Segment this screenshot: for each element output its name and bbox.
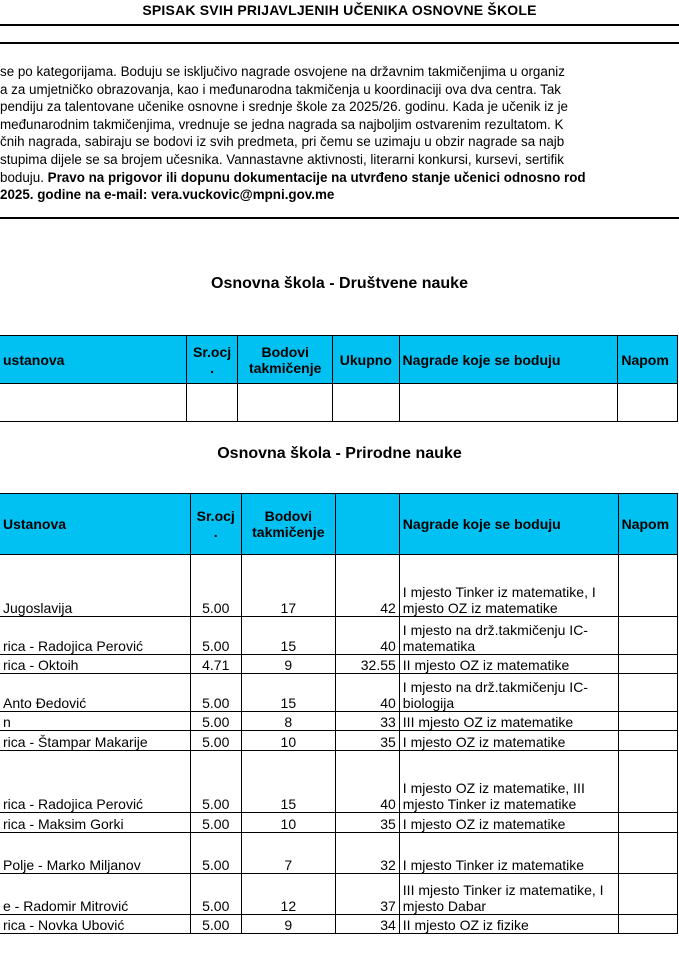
cell-sr-ocj: 5.00 (190, 915, 241, 934)
objection-contact-email[interactable]: 2025. godine na e-mail: vera.vuckovic@mpni.gov.me (0, 187, 335, 203)
cell-bodovi: 15 (241, 617, 335, 655)
cell-ustanova: rica - Novka Ubović (0, 915, 190, 934)
cell-ustanova: rica - Štampar Makarije (0, 731, 190, 751)
cell-nagrade: I mjesto Tinker iz matematike (399, 833, 618, 874)
cell-bodovi: 9 (241, 655, 335, 674)
section-title-natural: Osnovna škola - Prirodne nauke (217, 445, 462, 462)
header-bodovi: Bodovi takmičenje (238, 336, 333, 384)
cell-ustanova: Polje - Marko Miljanov (0, 833, 190, 874)
table-row (0, 874, 678, 915)
cell-empty (0, 384, 186, 422)
cell-napomena (618, 833, 677, 874)
header-nagrade: Nagrade koje se boduju (399, 494, 618, 555)
cell-ukupno: 32.55 (335, 655, 399, 674)
intro-line: stupima dijele se sa brojem učesnika. Vannastavne aktivnosti, literarni konkursi, kursevi, sertifik (0, 151, 564, 167)
cell-nagrade: III mjesto Tinker iz matematike, I mjesto Dabar (399, 874, 618, 915)
cell-sr-ocj: 5.00 (190, 813, 241, 833)
title-divider (0, 24, 679, 26)
cell-ukupno: 40 (335, 617, 399, 655)
cell-nagrade: I mjesto OZ iz matematike (399, 813, 618, 833)
intro-line: čnih nagrada, sabiraju se bodovi iz svih predmeta, pri čemu se uzimaju u obzir nagrade sa najb (0, 134, 565, 150)
cell-napomena (618, 813, 677, 833)
cell-nagrade: I mjesto Tinker iz matematike, I mjesto OZ iz matematike (399, 555, 618, 617)
cell-bodovi: 15 (241, 751, 335, 813)
intro-line: međunarodnim takmičenjima, vrednuje se jedna nagrada sa najboljim ostvarenim rezultatom. K (0, 116, 564, 132)
cell-empty (186, 384, 238, 422)
cell-empty (399, 384, 618, 422)
table-row (0, 712, 678, 731)
table-row (0, 674, 678, 712)
cell-ustanova: Anto Đedović (0, 674, 190, 712)
header-sr-ocj: Sr.ocj . (190, 494, 241, 555)
cell-empty (238, 384, 333, 422)
table-row (0, 751, 678, 813)
cell-bodovi: 10 (241, 731, 335, 751)
cell-empty (333, 384, 399, 422)
cell-ustanova: n (0, 712, 190, 731)
intro-text: boduju. (0, 169, 48, 185)
intro-top-rule (0, 42, 679, 44)
cell-nagrade: II mjesto OZ iz matematike (399, 655, 618, 674)
cell-ukupno: 34 (335, 915, 399, 934)
cell-ukupno: 42 (335, 555, 399, 617)
cell-nagrade: I mjesto na drž.takmičenju IC-biologija (399, 674, 618, 712)
cell-napomena (618, 712, 677, 731)
cell-bodovi: 7 (241, 833, 335, 874)
cell-ukupno: 37 (335, 874, 399, 915)
header-ustanova: ustanova (0, 336, 186, 384)
cell-napomena (618, 915, 677, 934)
table-row-empty (0, 384, 678, 422)
cell-bodovi: 15 (241, 674, 335, 712)
cell-ukupno: 32 (335, 833, 399, 874)
cell-napomena (618, 555, 677, 617)
cell-napomena (618, 617, 677, 655)
table-header-row (0, 336, 678, 384)
intro-bottom-rule (0, 217, 679, 219)
cell-ustanova: rica - Radojica Perović (0, 617, 190, 655)
natural-sciences-table (0, 493, 678, 934)
header-ukupno (335, 494, 399, 555)
table-row (0, 731, 678, 751)
cell-sr-ocj: 5.00 (190, 712, 241, 731)
cell-napomena (618, 751, 677, 813)
cell-ukupno: 33 (335, 712, 399, 731)
cell-nagrade: II mjesto OZ iz fizike (399, 915, 618, 934)
table-row (0, 655, 678, 674)
table-row (0, 555, 678, 617)
cell-nagrade: I mjesto OZ iz matematike, III mjesto Tinker iz matematike (399, 751, 618, 813)
intro-line: a za umjetničko obrazovanja, kao i međunarodna takmičenja u koordinaciji ova dva centra. Tak (0, 81, 561, 97)
header-napomena: Napom (618, 494, 677, 555)
cell-nagrade: I mjesto OZ iz matematike (399, 731, 618, 751)
objection-notice: Pravo na prigovor ili dopunu dokumentacije na utvrđeno stanje učenici odnosno rod (47, 169, 586, 185)
intro-paragraph (0, 63, 679, 204)
cell-napomena (618, 655, 677, 674)
cell-ustanova: e - Radomir Mitrović (0, 874, 190, 915)
cell-bodovi: 10 (241, 813, 335, 833)
cell-sr-ocj: 5.00 (190, 751, 241, 813)
cell-sr-ocj: 5.00 (190, 731, 241, 751)
header-nagrade: Nagrade koje se boduju (399, 336, 618, 384)
cell-sr-ocj: 5.00 (190, 555, 241, 617)
social-sciences-table (0, 335, 678, 422)
cell-ustanova: rica - Oktoih (0, 655, 190, 674)
cell-sr-ocj: 5.00 (190, 674, 241, 712)
cell-sr-ocj: 5.00 (190, 833, 241, 874)
cell-ustanova: rica - Radojica Perović (0, 751, 190, 813)
intro-line (0, 186, 679, 204)
cell-napomena (618, 874, 677, 915)
cell-bodovi: 9 (241, 915, 335, 934)
cell-sr-ocj: 4.71 (190, 655, 241, 674)
cell-ukupno: 40 (335, 751, 399, 813)
intro-line (0, 169, 679, 187)
cell-empty (618, 384, 678, 422)
intro-line: pendiju za talentovane učenike osnovne i srednje škole za 2025/26. godinu. Kada je učenik iz je (0, 99, 569, 115)
cell-napomena (618, 674, 677, 712)
header-ukupno: Ukupno (333, 336, 399, 384)
cell-ukupno: 35 (335, 813, 399, 833)
header-bodovi: Bodovi takmičenje (241, 494, 335, 555)
table-row (0, 833, 678, 874)
header-napomena: Napom (618, 336, 678, 384)
cell-bodovi: 8 (241, 712, 335, 731)
cell-napomena (618, 731, 677, 751)
header-sr-ocj: Sr.ocj . (186, 336, 238, 384)
table-row (0, 617, 678, 655)
cell-bodovi: 12 (241, 874, 335, 915)
cell-sr-ocj: 5.00 (190, 617, 241, 655)
cell-ustanova: Jugoslavija (0, 555, 190, 617)
intro-line: se po kategorijama. Boduju se isključivo nagrade osvojene na državnim takmičenjima u organiz (0, 64, 565, 79)
cell-nagrade: III mjesto OZ iz matematike (399, 712, 618, 731)
header-ustanova: Ustanova (0, 494, 190, 555)
cell-nagrade: I mjesto na drž.takmičenju IC-matematika (399, 617, 618, 655)
page-title: SPISAK SVIH PRIJAVLJENIH UČENIKA OSNOVNE ŠKOLE (142, 2, 537, 18)
table-header-row (0, 494, 678, 555)
cell-ukupno: 40 (335, 674, 399, 712)
section-title-social: Osnovna škola - Društvene nauke (211, 275, 468, 292)
cell-ustanova: rica - Maksim Gorki (0, 813, 190, 833)
cell-bodovi: 17 (241, 555, 335, 617)
table-row (0, 915, 678, 934)
cell-ukupno: 35 (335, 731, 399, 751)
cell-sr-ocj: 5.00 (190, 874, 241, 915)
table-row (0, 813, 678, 833)
